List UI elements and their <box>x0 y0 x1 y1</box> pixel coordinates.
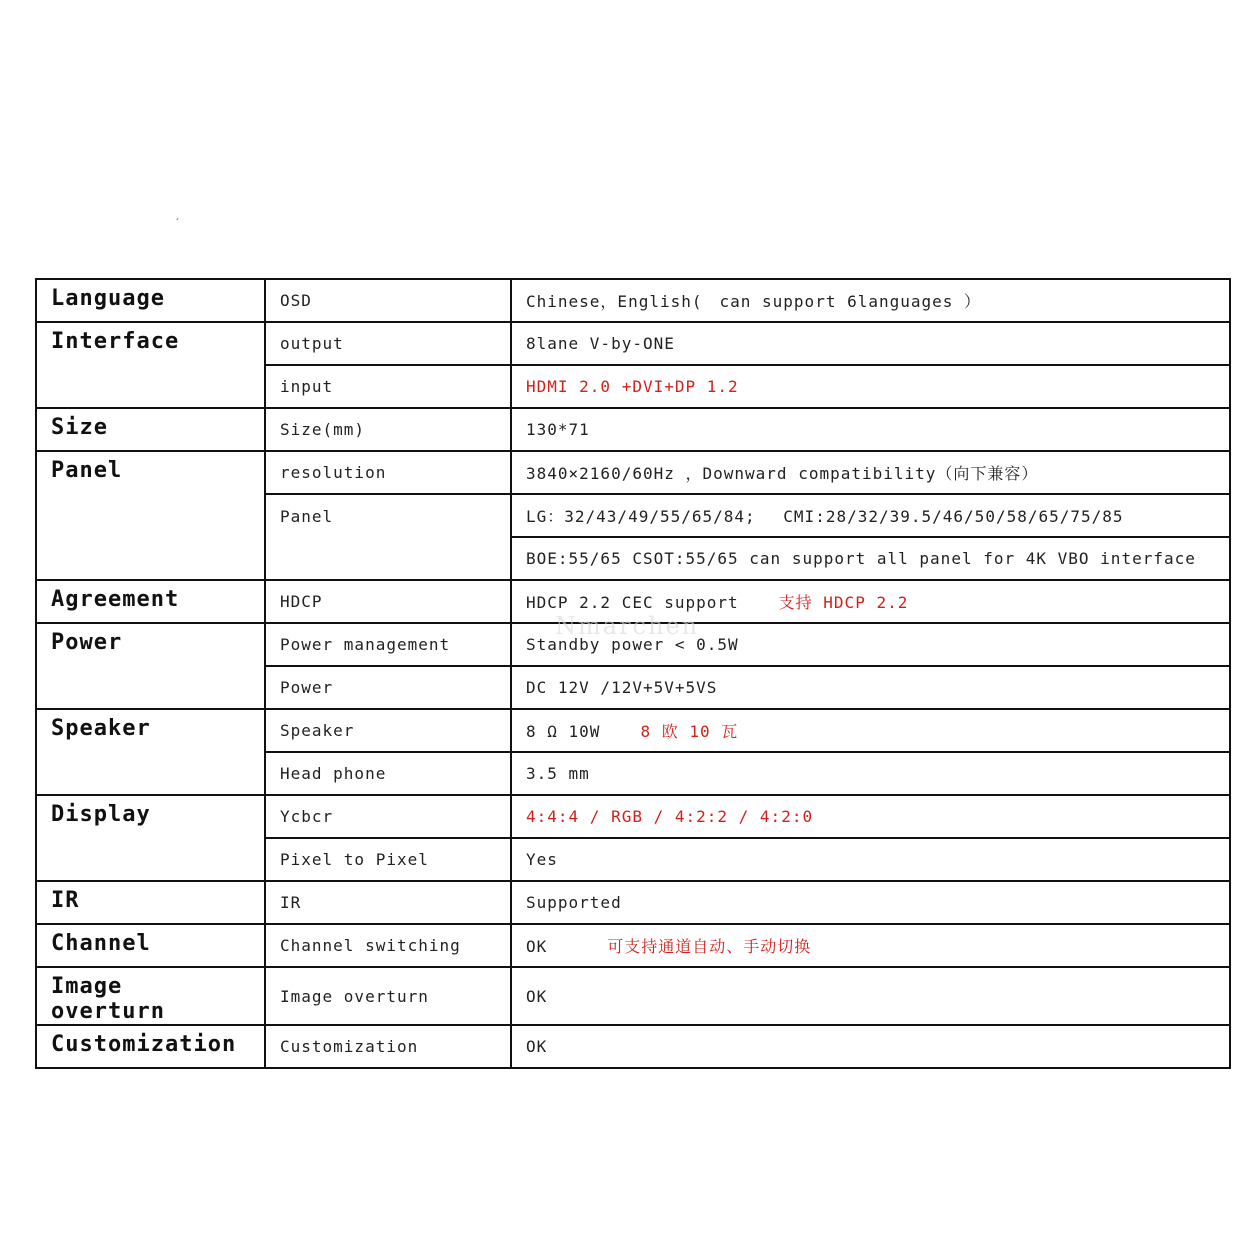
category-interface: Interface <box>36 322 265 408</box>
table-row <box>36 924 1230 967</box>
category-panel: Panel <box>36 451 265 580</box>
category-agreement: Agreement <box>36 580 265 623</box>
value-customization: OK <box>511 1025 1230 1068</box>
table-row <box>36 408 1230 451</box>
value-input: HDMI 2.0 +DVI+DP 1.2 <box>511 365 1230 408</box>
tick-mark: ´ <box>174 218 181 229</box>
value-pixel: Yes <box>511 838 1230 881</box>
table-row <box>36 322 1230 365</box>
value-hdcp-text: HDCP 2.2 CEC support <box>526 593 739 612</box>
item-ir: IR <box>265 881 511 924</box>
value-headphone: 3.5 mm <box>511 752 1230 795</box>
value-speaker-text: 8 Ω 10W <box>526 722 601 741</box>
table-row <box>36 967 1230 1025</box>
item-pixel: Pixel to Pixel <box>265 838 511 881</box>
spec-table <box>35 278 1231 1069</box>
note-hdcp: 支持 HDCP 2.2 <box>778 593 909 612</box>
item-power-management: Power management <box>265 623 511 666</box>
value-resolution: 3840×2160/60Hz ，Downward compatibility（向下兼容） <box>511 451 1230 494</box>
item-power: Power <box>265 666 511 709</box>
table-row <box>36 451 1230 494</box>
value-language: Chinese，English( can support 6languages ） <box>511 279 1230 322</box>
category-customization: Customization <box>36 1025 265 1068</box>
item-headphone: Head phone <box>265 752 511 795</box>
item-image-overturn: Image overturn <box>265 967 511 1025</box>
item-size: Size(mm) <box>265 408 511 451</box>
category-image-overturn: Image overturn <box>36 967 265 1025</box>
value-power: DC 12V /12V+5V+5VS <box>511 666 1230 709</box>
watermark: Nmarchen <box>555 612 700 640</box>
item-channel: Channel switching <box>265 924 511 967</box>
item-ycbcr: Ycbcr <box>265 795 511 838</box>
item-output: output <box>265 322 511 365</box>
category-size: Size <box>36 408 265 451</box>
value-speaker <box>511 709 1230 752</box>
item-hdcp: HDCP <box>265 580 511 623</box>
value-ycbcr: 4:4:4 / RGB / 4:2:2 / 4:2:0 <box>511 795 1230 838</box>
note-speaker: 8 欧 10 瓦 <box>640 722 739 741</box>
value-panel: LG：32/43/49/55/65/84; CMI:28/32/39.5/46/50/58/65/75/85 <box>511 494 1230 537</box>
item-panel: Panel <box>265 494 511 580</box>
item-resolution: resolution <box>265 451 511 494</box>
item-input: input <box>265 365 511 408</box>
value-image-overturn: OK <box>511 967 1230 1025</box>
table-row <box>36 709 1230 752</box>
table-row <box>36 1025 1230 1068</box>
table-row <box>36 881 1230 924</box>
value-size: 130*71 <box>511 408 1230 451</box>
table-row <box>36 795 1230 838</box>
item-speaker: Speaker <box>265 709 511 752</box>
table-row <box>36 279 1230 322</box>
value-channel-text: OK <box>526 937 548 956</box>
value-panel-2: BOE:55/65 CSOT:55/65 can support all panel for 4K VBO interface <box>511 537 1230 580</box>
category-display: Display <box>36 795 265 881</box>
value-ir: Supported <box>511 881 1230 924</box>
category-power: Power <box>36 623 265 709</box>
category-speaker: Speaker <box>36 709 265 795</box>
item-customization: Customization <box>265 1025 511 1068</box>
note-channel: 可支持通道自动、手动切换 <box>607 937 812 956</box>
category-language: Language <box>36 279 265 322</box>
value-power-management: Standby power < 0.5W <box>511 623 1230 666</box>
item-osd: OSD <box>265 279 511 322</box>
category-ir: IR <box>36 881 265 924</box>
category-channel: Channel <box>36 924 265 967</box>
value-output: 8lane V-by-ONE <box>511 322 1230 365</box>
value-channel <box>511 924 1230 967</box>
